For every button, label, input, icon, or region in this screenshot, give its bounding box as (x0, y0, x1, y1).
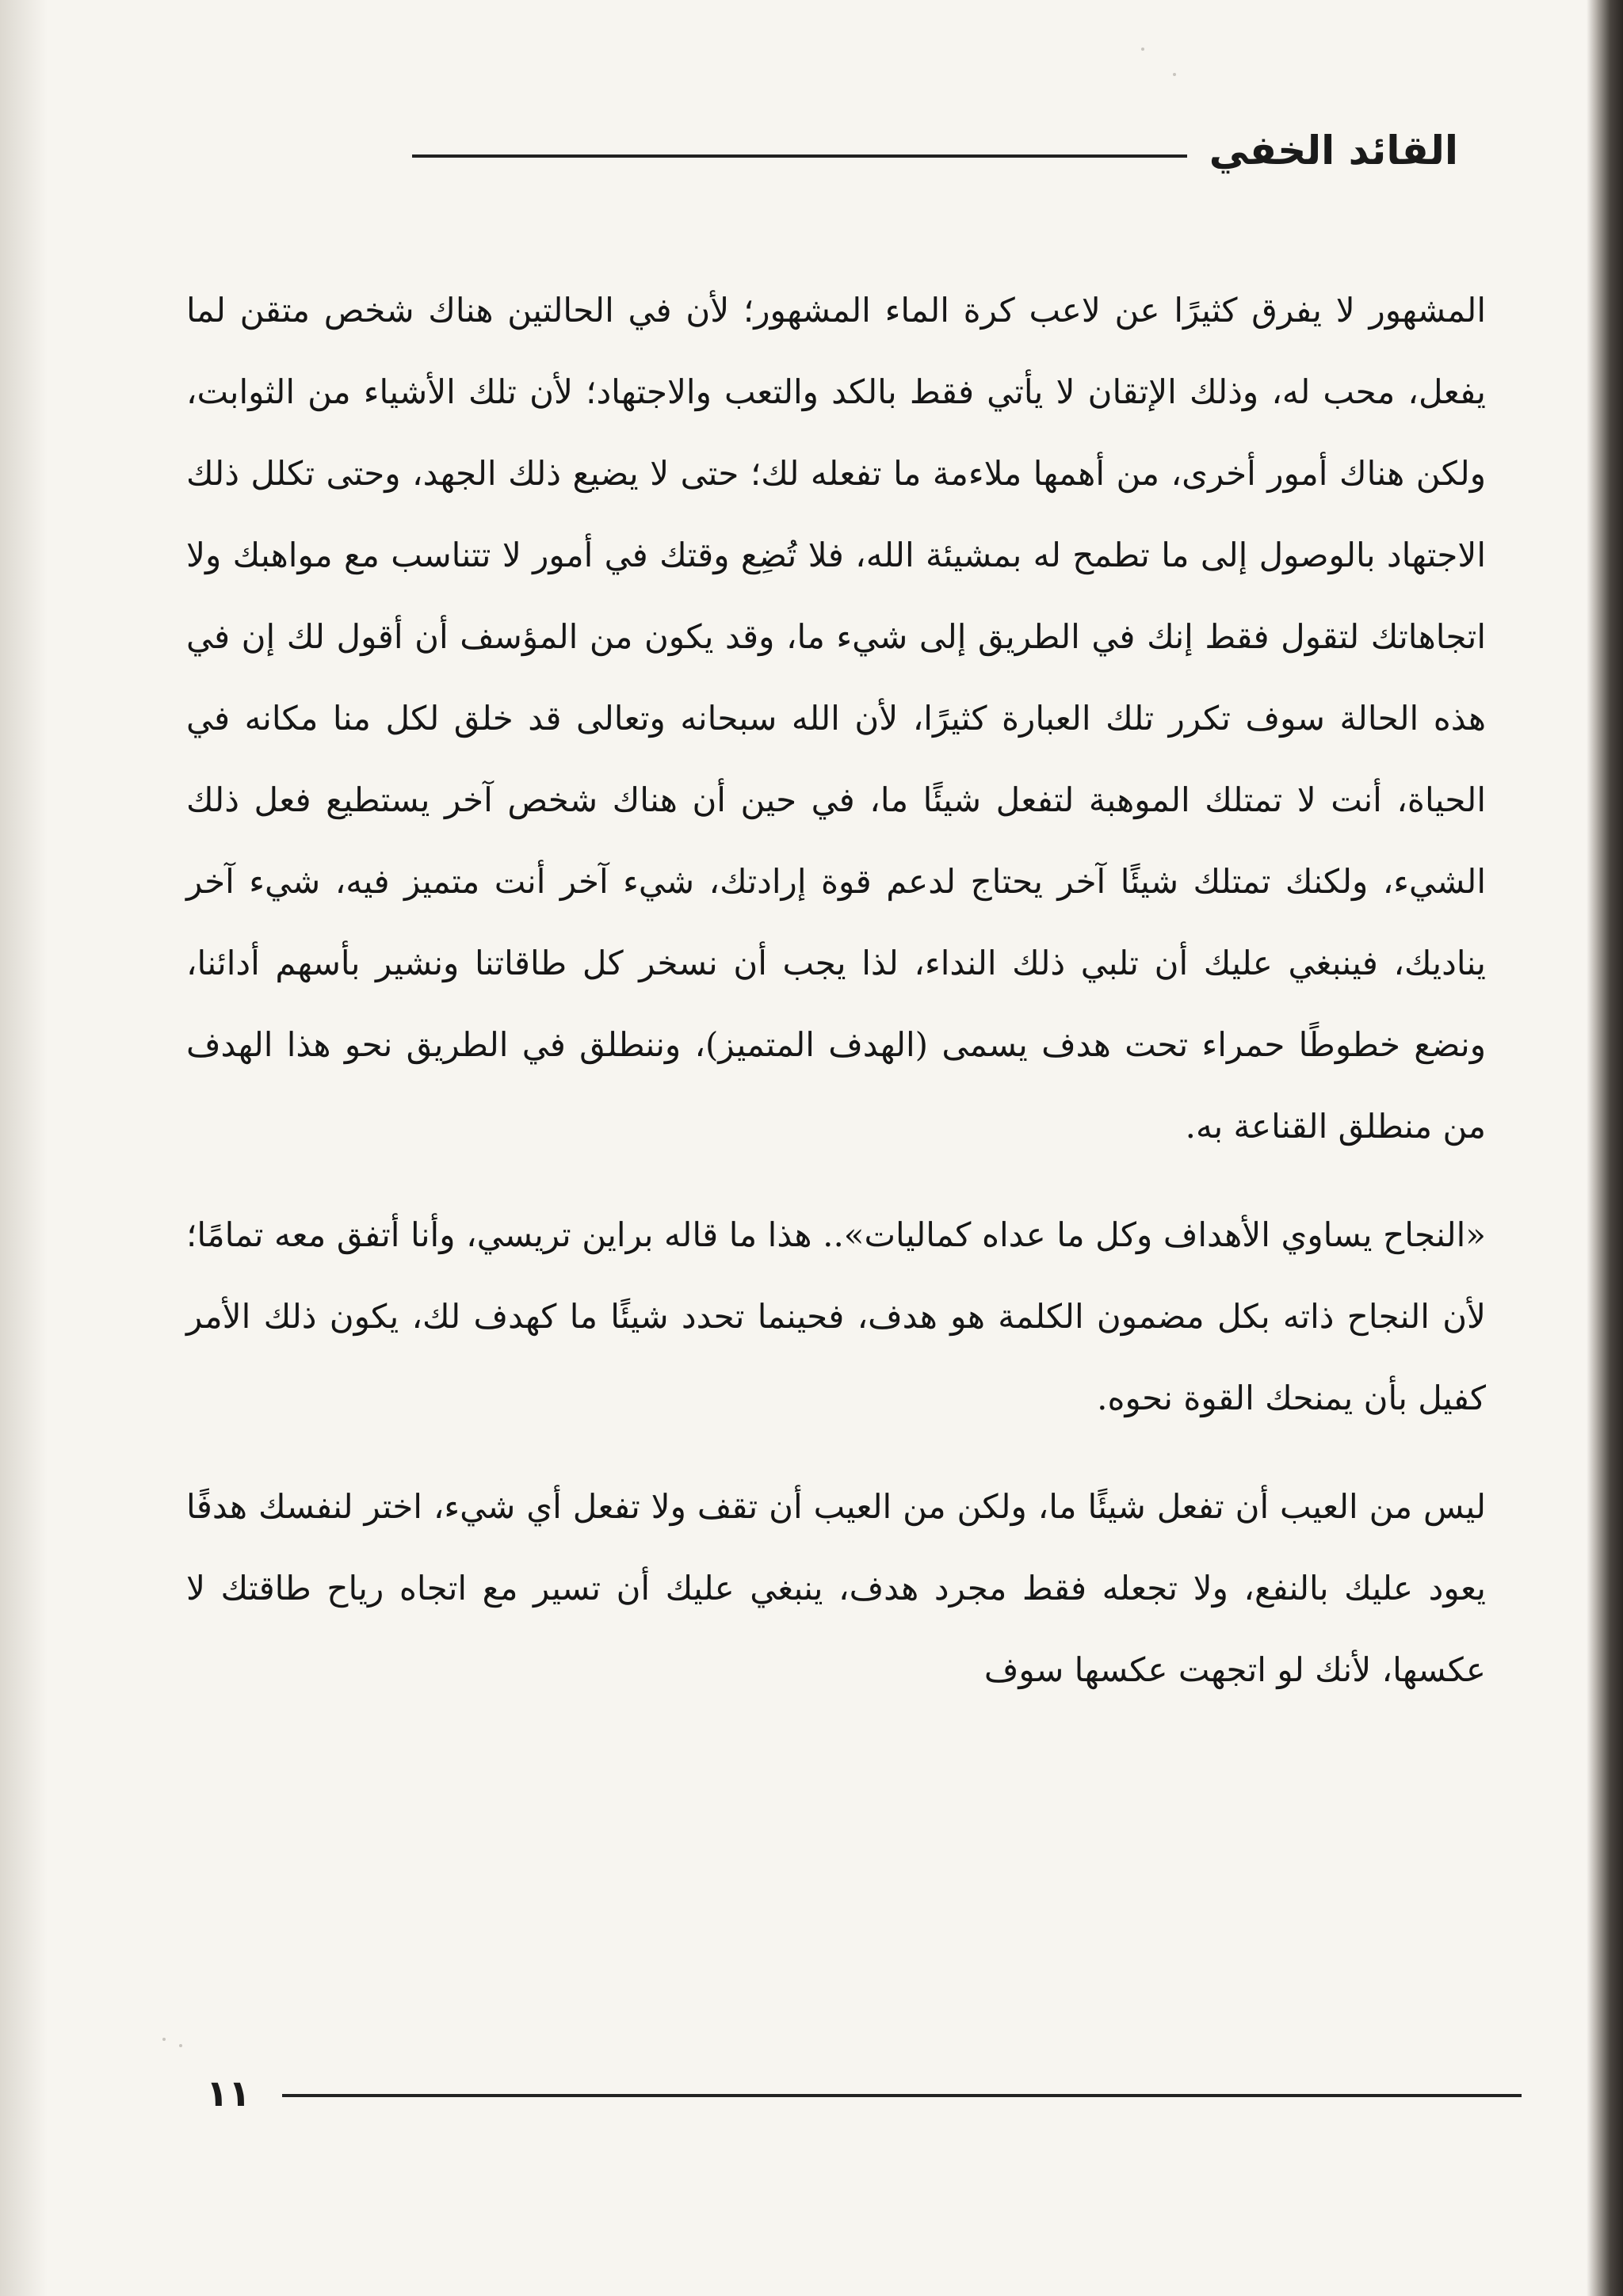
footer-rule (282, 2094, 1522, 2097)
paragraph: «النجاح يساوي الأهداف وكل ما عداه كماليات».. هذا ما قاله براين تريسي، وأنا أتفق معه تمامًا؛ لأن النجاح ذاته بكل مضمون الكلمة هو هدف، فحينما تحدد شيئًا ما كهدف لك، يكون ذلك الأمر كفيل بأن يمنحك القوة نحوه. (186, 1215, 1486, 1417)
page-number: ١١ (206, 2072, 251, 2115)
page-body (186, 269, 1486, 1711)
page-shadow (0, 0, 48, 2296)
binding-edge (1587, 0, 1623, 2296)
speck (1141, 48, 1144, 51)
paragraph: المشهور لا يفرق كثيرًا عن لاعب كرة الماء المشهور؛ لأن في الحالتين هناك شخص متقن لما يفعل، محب له، وذلك الإتقان لا يأتي فقط بالكد والتعب والاجتهاد؛ لأن تلك الأشياء من الثوابت، ولكن هناك أمور أخرى، من أهمها ملاءمة ما تفعله لك؛ حتى لا يضيع ذلك الجهد، وحتى تكلل ذلك الاجتهاد بالوصول إلى ما تطمح له بمشيئة الله، فلا تُضِع وقتك في أمور لا تتناسب مع مواهبك ولا اتجاهاتك لتقول فقط إنك في الطريق إلى شيء ما، وقد يكون من المؤسف أن أقول لك إن في هذه الحالة سوف تكرر تلك العبارة كثيرًا، لأن الله سبحانه وتعالى قد خلق لكل منا مكانه في الحياة، أنت لا تمتلك الموهبة لتفعل شيئًا ما، في حين أن هناك شخص آخر يستطيع فعل ذلك الشيء، ولكنك تمتلك شيئًا آخر يحتاج لدعم قوة إرادتك، شيء آخر أنت متميز فيه، شيء آخر يناديك، فينبغي عليك أن تلبي ذلك النداء، لذا يجب أن نسخر كل طاقاتنا ونشير بأسهم أدائنا، ونضع خطوطًا حمراء تحت هدف يسمى (الهدف المتميز)، وننطلق في الطريق نحو هذا الهدف من منطلق القناعة به. (186, 291, 1486, 1146)
running-header (412, 119, 1458, 182)
header-rule (412, 154, 1187, 158)
running-footer (206, 2061, 1522, 2125)
paragraph: ليس من العيب أن تفعل شيئًا ما، ولكن من العيب أن تقف ولا تفعل أي شيء، اختر لنفسك هدفًا يعود عليك بالنفع، ولا تجعله فقط مجرد هدف، ينبغي عليك أن تسير مع اتجاه رياح طاقتك لا عكسها، لأنك لو اتجهت عكسها سوف (186, 1487, 1486, 1689)
speck (179, 2044, 182, 2047)
book-title: القائد الخفي (1209, 128, 1458, 174)
speck (162, 2038, 166, 2041)
speck (1173, 73, 1176, 76)
